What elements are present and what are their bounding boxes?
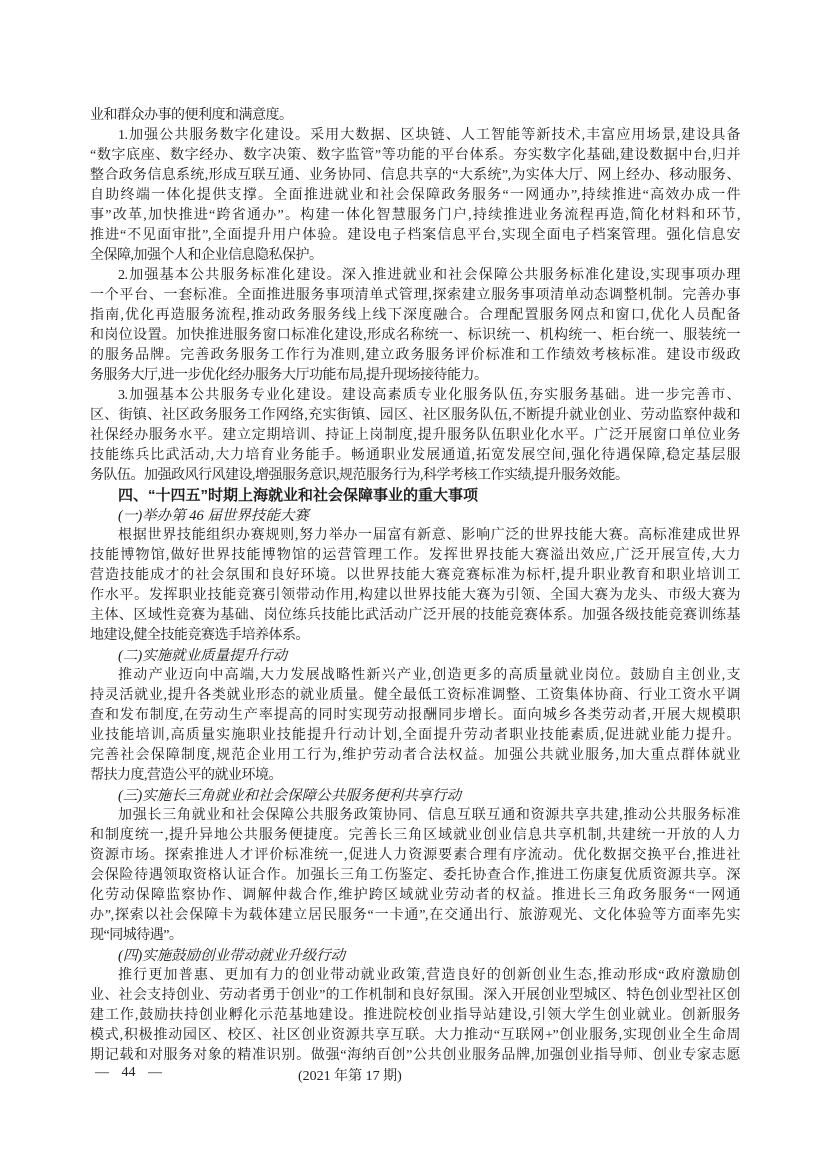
text-line: 和岗位设置。加快推进服务窗口标准化建设,形成名称统一、标识统一、机构统一、柜台统一、服装统一 bbox=[90, 328, 740, 343]
text-line: 资源市场。探索推进人才评价标准统一,促进人力资源要素合理有序流动。优化数据交换平台,推进社 bbox=[90, 848, 740, 863]
text-line: 业和群众办事的便利度和满意度。 bbox=[90, 108, 293, 123]
text-line: 地建设,健全技能竞赛选手培养体系。 bbox=[90, 628, 309, 643]
text-line: 指南,优化再造服务流程,推动政务服务线上线下深度融合。合理配置服务网点和窗口,优化人员配备 bbox=[90, 308, 740, 323]
text-line: 技能练兵比武活动,大力培育业务能手。畅通职业发展通道,拓宽发展空间,强化待遇保障,稳定基层服 bbox=[90, 448, 740, 463]
text-line: 会保险待遇领取资格认证合作。加强长三角工伤鉴定、委托协查合作,推进工伤康复优质资源共享。深 bbox=[90, 868, 740, 883]
text-line: 全保障,加强个人和企业信息隐私保护。 bbox=[90, 248, 323, 263]
section-heading: 四、“十四五”时期上海就业和社会保障事业的重大事项 bbox=[118, 487, 479, 504]
document-body-text bbox=[90, 106, 740, 1066]
paragraph-first-line: 1.加强公共服务数字化建设。采用大数据、区块链、人工智能等新技术,丰富应用场景,建设具备 bbox=[118, 128, 740, 143]
text-line: 事”改革,加快推进“跨省通办”。构建一体化智慧服务门户,持续推进业务流程再造,简化材料和环节, bbox=[90, 208, 740, 223]
text-line: 务服务大厅,进一步优化经办服务大厅功能布局,提升现场接待能力。 bbox=[90, 368, 488, 383]
text-line: 推进“不见面审批”,全面提升用户体验。建设电子档案信息平台,实现全面电子档案管理。强化信息安 bbox=[90, 228, 740, 243]
subsection-heading: (一)举办第 46 届世界技能大赛 bbox=[118, 508, 309, 524]
text-line: 完善社会保障制度,规范企业用工行为,维护劳动者合法权益。加强公共就业服务,加大重点群体就业 bbox=[90, 748, 740, 763]
paragraph-first-line: 加强长三角就业和社会保障公共服务政策协同、信息互联互通和资源共享共建,推动公共服务标准 bbox=[118, 808, 740, 823]
text-line: 务队伍。加强政风行风建设,增强服务意识,规范服务行为,科学考核工作实绩,提升服务效能。 bbox=[90, 468, 629, 483]
text-line: 现“同城待遇”。 bbox=[90, 928, 183, 943]
text-line: 化劳动保障监察协作、调解仲裁合作,维护跨区域就业劳动者的权益。推进长三角政务服务“一网通 bbox=[90, 888, 740, 903]
text-line: 一个平台、一套标准。全面推进服务事项清单式管理,探索建立服务事项清单动态调整机制。完善办事 bbox=[90, 288, 740, 303]
text-line: “数字底座、数字经办、数字决策、数字监管”等功能的平台体系。夯实数字化基础,建设数据中台,归并 bbox=[90, 148, 740, 163]
text-line: 社保经办服务水平。建立定期培训、持证上岗制度,提升服务队伍职业化水平。广泛开展窗口单位业务 bbox=[90, 428, 740, 443]
text-line: 业技能培训,高质量实施职业技能提升行动计划,全面提升劳动者职业技能素质,促进就业能力提升。 bbox=[90, 728, 740, 743]
text-line: 区、街镇、社区政务服务工作网络,充实街镇、园区、社区服务队伍,不断提升就业创业、劳动监察仲裁和 bbox=[90, 408, 740, 423]
paragraph-first-line: 推行更加普惠、更加有力的创业带动就业政策,营造良好的创新创业生态,推动形成“政府激励创 bbox=[118, 968, 740, 983]
text-line: 期记载和对服务对象的精准识别。做强“海纳百创”公共创业服务品牌,加强创业指导师、创业专家志愿 bbox=[90, 1048, 740, 1063]
text-line: 业、社会支持创业、劳动者勇于创业”的工作机制和良好氛围。深入开展创业型城区、特色创业型社区创 bbox=[90, 988, 740, 1003]
footer-page-number: — 44 — bbox=[95, 1065, 162, 1080]
text-line: 主体、区域性竞赛为基础、岗位练兵技能比武活动广泛开展的技能竞赛体系。加强各级技能竞赛训练基 bbox=[90, 608, 740, 623]
paragraph-first-line: 推动产业迈向中高端,大力发展战略性新兴产业,创造更多的高质量就业岗位。鼓励自主创业,支 bbox=[118, 668, 740, 683]
paragraph-first-line: 3.加强基本公共服务专业化建设。建设高素质专业化服务队伍,夯实服务基础。进一步完善市、 bbox=[118, 388, 740, 403]
text-line: 查和发布制度,在劳动生产率提高的同时实现劳动报酬同步增长。面向城乡各类劳动者,开展大规模职 bbox=[90, 708, 740, 723]
text-line: 持灵活就业,提升各类就业形态的就业质量。健全最低工资标准调整、工资集体协商、行业工资水平调 bbox=[90, 688, 740, 703]
subsection-heading: (三)实施长三角就业和社会保障公共服务便利共享行动 bbox=[118, 788, 462, 804]
paragraph-first-line: 根据世界技能组织办赛规则,努力举办一届富有新意、影响广泛的世界技能大赛。高标准建成世界 bbox=[118, 528, 740, 543]
text-line: 办”,探索以社会保障卡为载体建立居民服务“一卡通”,在交通出行、旅游观光、文化体验等方面率先实 bbox=[90, 908, 740, 923]
paragraph-first-line: 2.加强基本公共服务标准化建设。深入推进就业和社会保障公共服务标准化建设,实现事项办理 bbox=[118, 268, 740, 283]
text-line: 自助终端一体化提供支撑。全面推进就业和社会保障政务服务“一网通办”,持续推进“高效办成一件 bbox=[90, 188, 740, 203]
subsection-heading: (四)实施鼓励创业带动就业升级行动 bbox=[118, 948, 346, 964]
text-line: 和制度统一,提升异地公共服务便捷度。完善长三角区域就业创业信息共享机制,共建统一开放的人力 bbox=[90, 828, 740, 843]
text-line: 整合政务信息系统,形成互联互通、业务协同、信息共享的“大系统”,为实体大厅、网上经办、移动服务、 bbox=[90, 168, 740, 183]
footer-issue-label: (2021 年第 17 期) bbox=[298, 1069, 402, 1084]
subsection-heading: (二)实施就业质量提升行动 bbox=[118, 648, 288, 664]
text-line: 帮扶力度,营造公平的就业环境。 bbox=[90, 768, 282, 783]
text-line: 建工作,鼓励扶持创业孵化示范基地建设。推进院校创业指导站建设,引领大学生创业就业。创新服务 bbox=[90, 1008, 740, 1023]
text-line: 模式,积极推动园区、校区、社区创业资源共享互联。大力推动“互联网+”创业服务,实现创业全生命周 bbox=[90, 1028, 740, 1043]
text-line: 营造技能成才的社会氛围和良好环境。以世界技能大赛竞赛标准为标杆,提升职业教育和职业培训工 bbox=[90, 568, 740, 583]
text-line: 技能博物馆,做好世界技能博物馆的运营管理工作。发挥世界技能大赛溢出效应,广泛开展宣传,大力 bbox=[90, 548, 740, 563]
text-line: 的服务品牌。完善政务服务工作行为准则,建立政务服务评价标准和工作绩效考核标准。建设市级政 bbox=[90, 348, 740, 363]
text-line: 作水平。发挥职业技能竞赛引领带动作用,构建以世界技能大赛为引领、全国大赛为龙头、市级大赛为 bbox=[90, 588, 740, 603]
